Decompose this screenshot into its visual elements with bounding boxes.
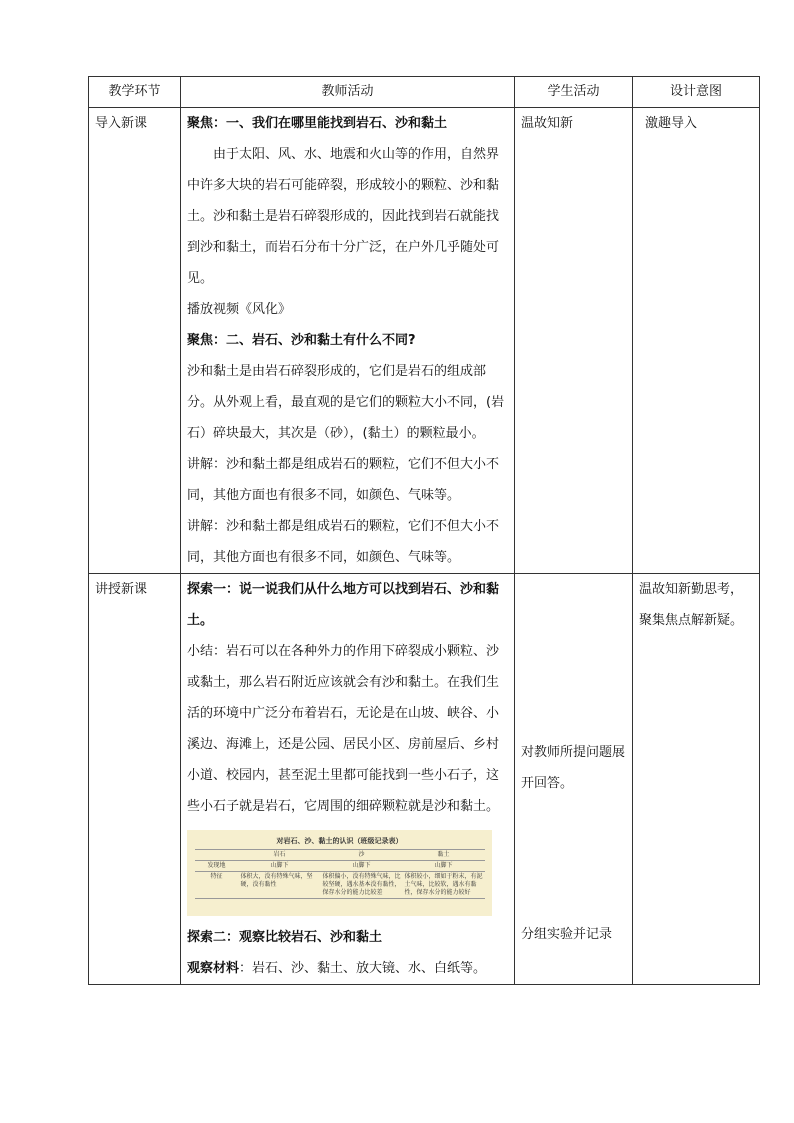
student-answer: 对教师所提问题展开回答。	[521, 745, 626, 791]
explore-heading-2: 探索二：观察比较岩石、沙和黏土	[187, 930, 383, 945]
stage-intro: 导入新课	[89, 108, 181, 574]
record-cell: 山脚下	[239, 861, 321, 872]
header-teacher-activity: 教师活动	[181, 77, 515, 108]
header-student-activity: 学生活动	[515, 77, 633, 108]
class-record-table-image	[187, 830, 492, 916]
explore-heading-1: 探索一：说一说我们从什么地方可以找到岩石、沙和黏土。	[187, 582, 500, 628]
table-row	[89, 108, 760, 574]
teacher-activity-intro	[181, 108, 515, 574]
design-intent-new: 温故知新勤思考，聚集焦点解新疑。	[633, 574, 760, 985]
video-line: 播放视频《风化》	[187, 302, 292, 317]
student-experiment: 分组实验并记录	[521, 927, 613, 942]
materials-text: ：岩石、沙、黏土、放大镜、水、白纸等。	[239, 961, 487, 976]
record-col-clay: 黏土	[403, 850, 485, 861]
table-header-row	[89, 77, 760, 108]
paragraph-weathering: 由于太阳、风、水、地震和火山等的作用，自然界中许多大块的岩石可能碎裂，形成较小的颗粒、沙和黏土。沙和黏土是岩石碎裂形成的，因此找到岩石就能找到沙和黏土，而岩石分布十分广泛，在户外几乎随处可见。	[187, 147, 500, 286]
design-intent-intro: 激趣导入	[633, 108, 760, 574]
record-col-rock: 岩石	[239, 850, 321, 861]
record-col-sand: 沙	[321, 850, 403, 861]
paragraph-summary: 小结：岩石可以在各种外力的作用下碎裂成小颗粒、沙或黏土，那么岩石附近应该就会有沙和黏土。在我们生活的环境中广泛分布着岩石，无论是在山坡、峡谷、小溪边、海滩上，还是公园、居民小区、房前屋后、乡村小道、校园内，甚至泥土里都可能找到一些小石子，这些小石子就是岩石，它周围的细碎颗粒就是沙和黏土。	[187, 644, 500, 814]
paragraph-explain-2: 讲解：沙和黏土都是组成岩石的颗粒，它们不但大小不同，其他方面也有很多不同，如颜色、气味等。	[187, 519, 500, 565]
record-row-label: 特征	[195, 872, 239, 899]
paragraph-explain-1: 讲解：沙和黏土都是组成岩石的颗粒，它们不但大小不同，其他方面也有很多不同，如颜色、气味等。	[187, 457, 500, 503]
record-title: 对岩石、沙、黏土的认识（班级记录表）	[276, 837, 403, 845]
table-row	[89, 574, 760, 985]
materials-label: 观察材料	[187, 961, 240, 976]
record-row-label: 发现地	[195, 861, 239, 872]
record-col-blank	[195, 850, 239, 861]
record-cell: 山脚下	[321, 861, 403, 872]
focus-heading-2: 聚焦：二、岩石、沙和黏土有什么不同?	[187, 333, 416, 348]
paragraph-difference: 沙和黏土是由岩石碎裂形成的，它们是岩石的组成部分。从外观上看，最直观的是它们的颗粒大小不同，(岩石）碎块最大，其次是（砂），(黏土）的颗粒最小。	[187, 364, 505, 441]
record-cell: 体积大，没有特殊气味，坚硬，没有黏性	[239, 872, 321, 899]
header-stage: 教学环节	[89, 77, 181, 108]
student-activity-new	[515, 574, 633, 985]
header-design-intent: 设计意图	[633, 77, 760, 108]
student-activity-intro: 温故知新	[515, 108, 633, 574]
stage-new-lesson: 讲授新课	[89, 574, 181, 985]
teacher-activity-new	[181, 574, 515, 985]
record-table	[195, 849, 485, 899]
focus-heading-1: 聚焦：一、我们在哪里能找到岩石、沙和黏土	[187, 116, 448, 131]
materials-line	[187, 953, 508, 984]
lesson-plan-table	[88, 76, 760, 985]
record-cell: 体积较小，细如于粉末，有泥土气味，比较软，遇水有黏性，保存水分的能力较好	[403, 872, 485, 899]
record-cell: 体积偏小，没有特殊气味，比较坚硬，遇水基本没有黏性，保存水分的能力比较差	[321, 872, 403, 899]
record-cell: 山脚下	[403, 861, 485, 872]
